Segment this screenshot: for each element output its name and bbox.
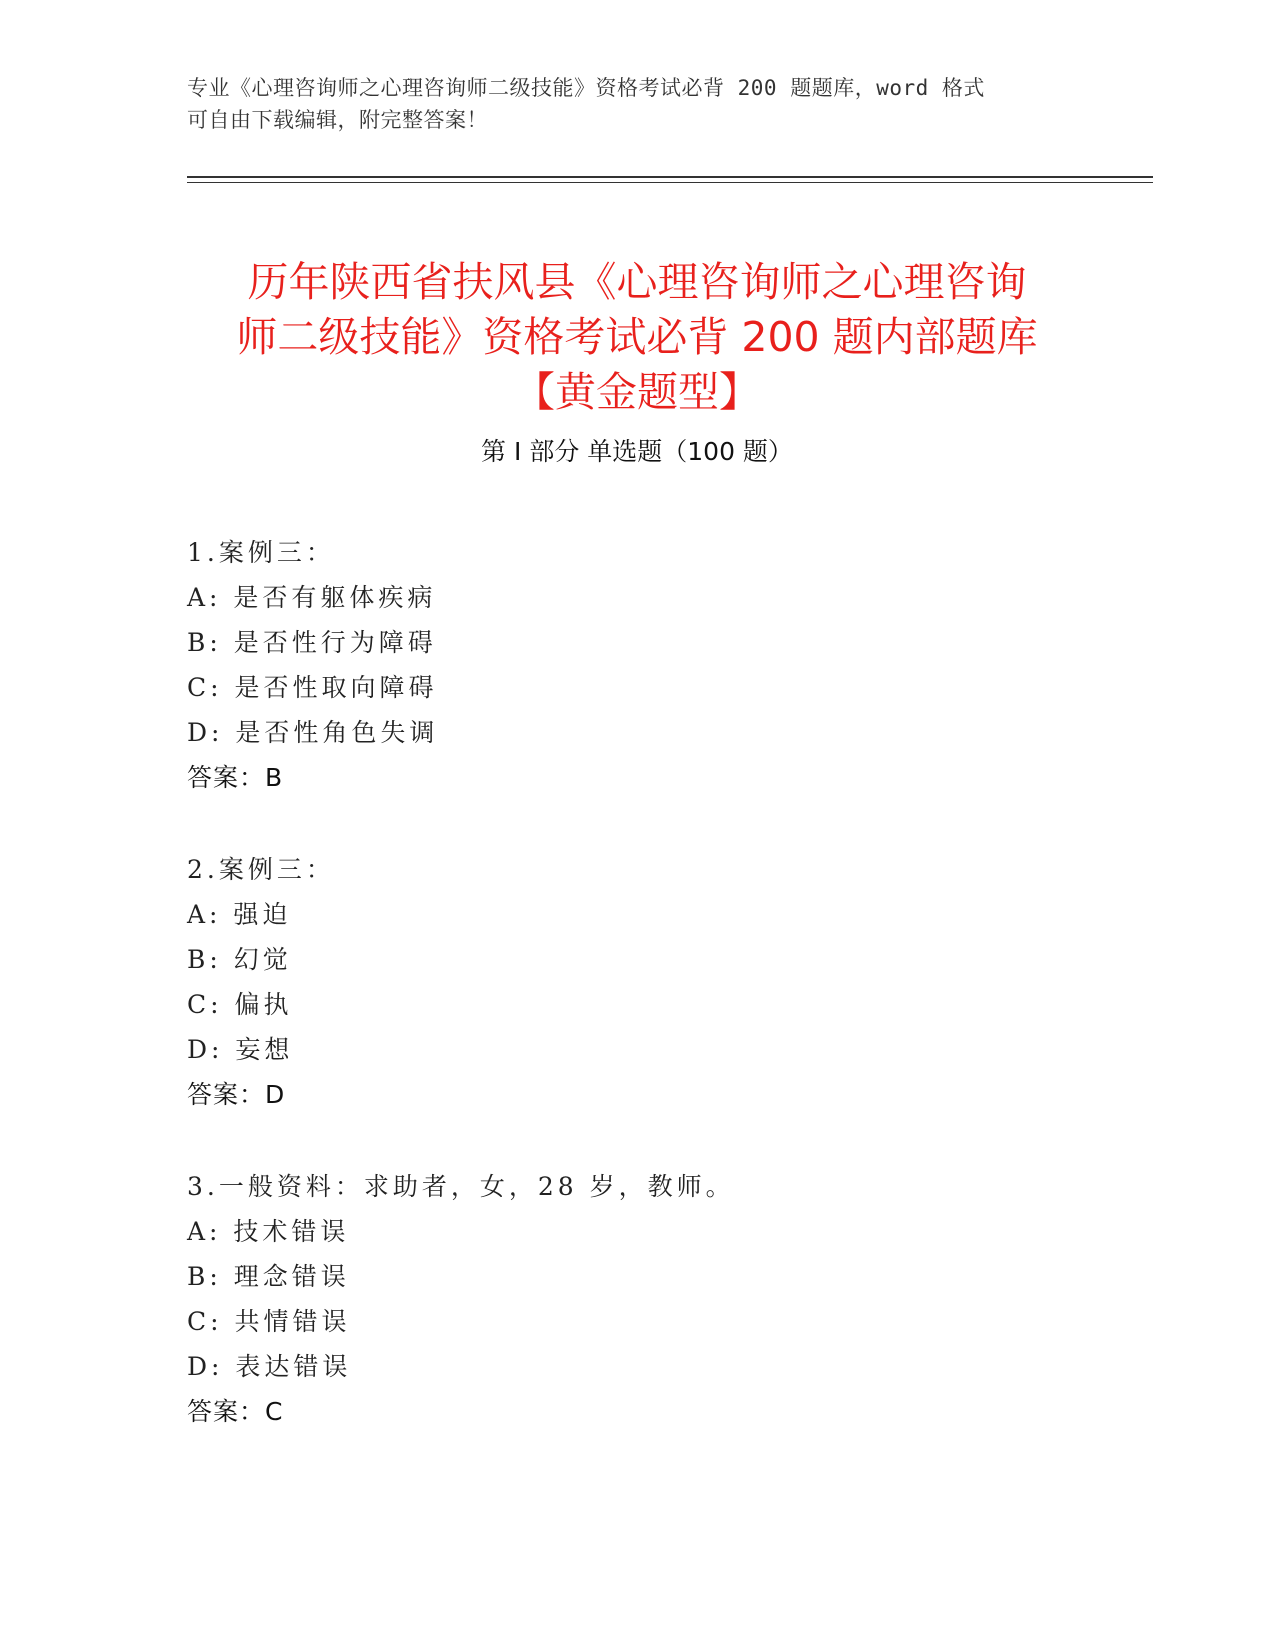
document-title	[187, 255, 1087, 420]
answer: 答案：C	[187, 1397, 284, 1426]
question-list	[187, 530, 1087, 1481]
header-note-line-2: 可自由下载编辑，附完整答案！	[187, 108, 488, 132]
option-d: D: 是否性角色失调	[187, 718, 439, 747]
section-title: 第 I 部分 单选题（100 题）	[481, 437, 793, 466]
question-item	[187, 847, 1087, 1117]
option-a: A: 强迫	[187, 900, 292, 929]
answer: 答案：B	[187, 763, 284, 792]
option-a: A: 是否有躯体疾病	[187, 583, 437, 612]
header-divider-thick	[187, 176, 1153, 178]
answer: 答案：D	[187, 1080, 286, 1109]
option-c: C: 偏执	[187, 990, 293, 1019]
document-title-line-1: 历年陕西省扶风县《心理咨询师之心理咨询	[247, 258, 1027, 307]
option-c: C: 是否性取向障碍	[187, 673, 438, 702]
option-c: C: 共情错误	[187, 1307, 351, 1336]
option-b: B: 幻觉	[187, 945, 292, 974]
option-a: A: 技术错误	[187, 1217, 350, 1246]
question-stem: 2.案例三：	[187, 855, 335, 884]
question-item	[187, 530, 1087, 800]
option-b: B: 是否性行为障碍	[187, 628, 437, 657]
question-item	[187, 1164, 1087, 1434]
document-title-line-2: 师二级技能》资格考试必背 200 题内部题库	[236, 313, 1038, 362]
document-title-line-3: 【黄金题型】	[514, 368, 760, 417]
header-note	[187, 72, 1087, 136]
header-divider-thin	[187, 182, 1153, 183]
option-d: D: 妄想	[187, 1035, 294, 1064]
question-stem: 1.案例三：	[187, 538, 335, 567]
option-b: B: 理念错误	[187, 1262, 350, 1291]
header-note-line-1: 专业《心理咨询师之心理咨询师二级技能》资格考试必背 200 题题库，word 格式	[187, 76, 985, 100]
option-d: D: 表达错误	[187, 1352, 352, 1381]
question-stem: 3.一般资料：求助者，女，28 岁，教师。	[187, 1172, 735, 1201]
